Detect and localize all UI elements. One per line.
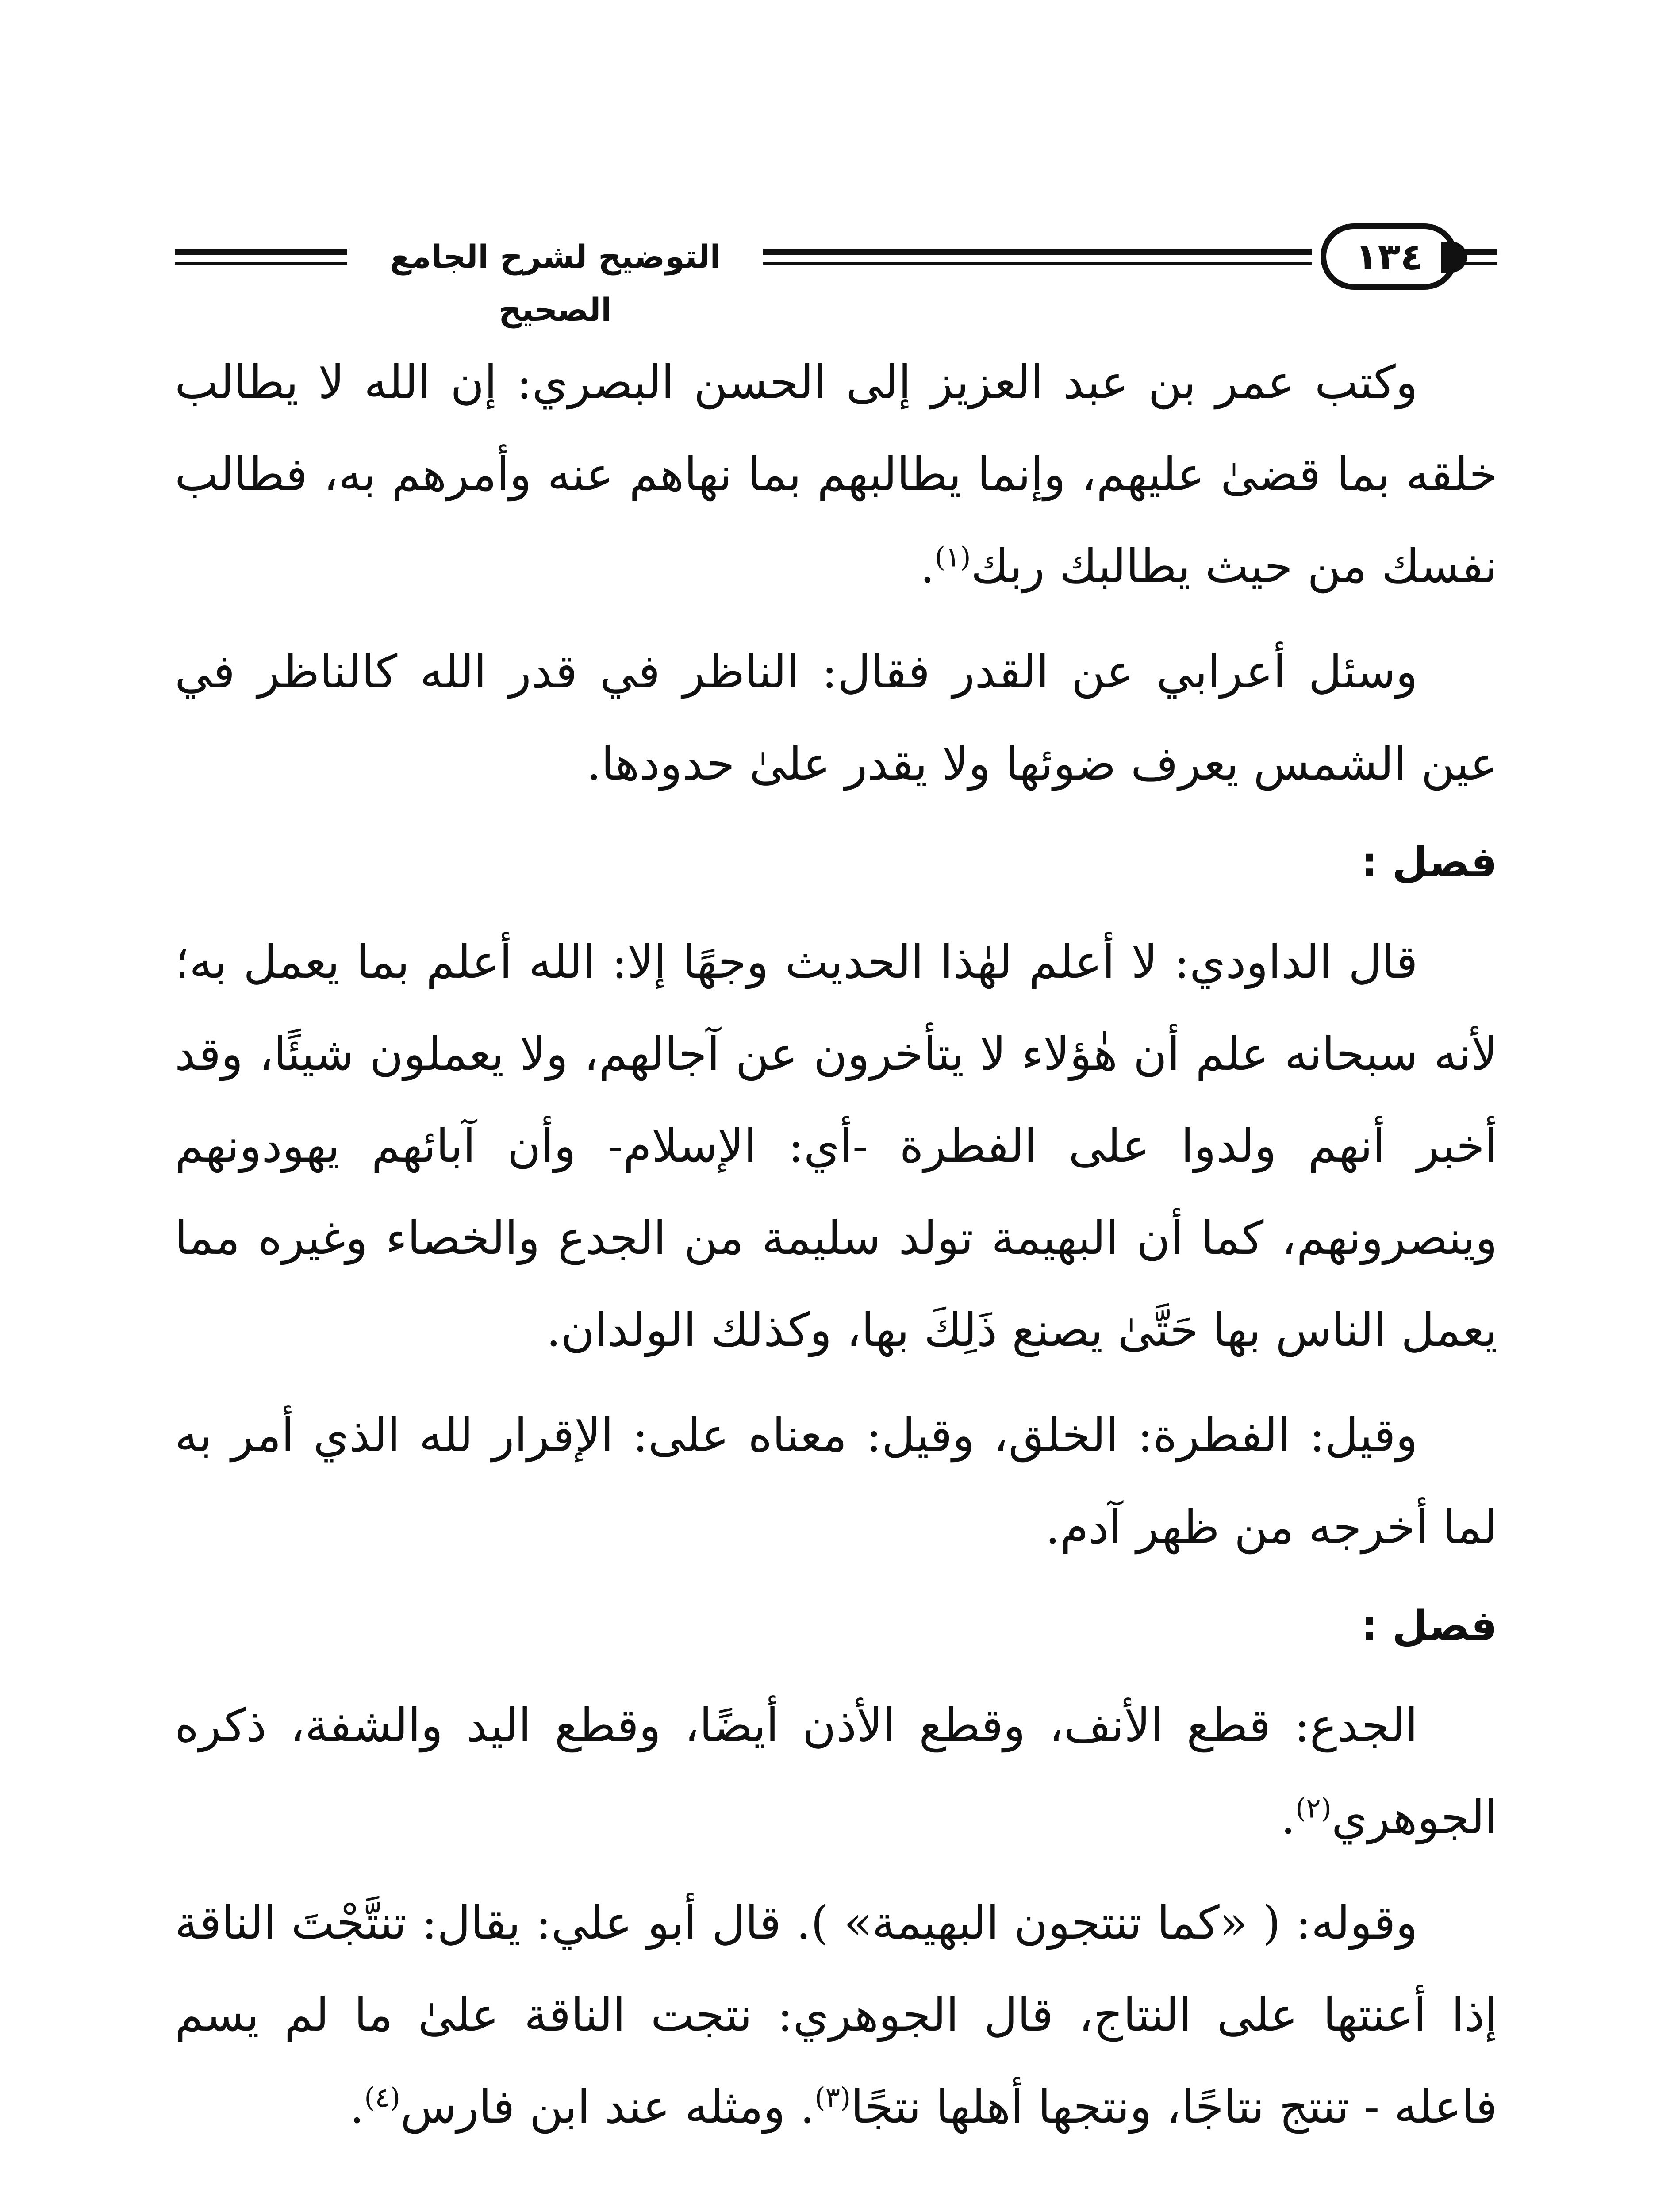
footnote-ref-3: (٣) — [814, 2081, 851, 2114]
paragraph-3: قال الداودي: لا أعلم لهٰذا الحديث وجهًا إلا: الله أعلم بما يعمل به؛ لأنه سبحانه علم أن هٰؤلاء لا يتأخرون عن آجالهم، ولا يعملون شيئًا، وقد أخبر أنهم ولدوا على الفطرة -أي: الإسلام- وأن آبائهم يهودونهم وينصرونهم، كما أن البهيمة تولد سليمة من الجدع والخصاء وغيره مما يعمل الناس بها حَتَّىٰ يصنع ذَلِكَ بها، وكذلك الولدان. — [175, 935, 1497, 1357]
paragraph-6-end: . — [349, 2080, 365, 2134]
footnote-ref-1: (١) — [934, 541, 971, 573]
running-title: التوضيح لشرح الجامع الصحيح — [389, 238, 721, 328]
footnote-ref-2: (٢) — [1295, 1792, 1332, 1824]
header-rule-middle-thin — [763, 262, 1312, 265]
paragraph-1-end: . — [920, 539, 935, 593]
page-header — [175, 221, 1497, 328]
header-rule-left — [175, 249, 347, 255]
paragraph-5-text: الجدع: قطع الأنف، وقطع الأذن أيضًا، وقطع اليد والشفة، ذكره الجوهري — [175, 1698, 1497, 1844]
main-text — [175, 336, 1497, 2166]
header-rule-middle — [763, 249, 1312, 255]
section-heading-2: فصل : — [1361, 1602, 1497, 1650]
section-heading-1: فصل : — [1361, 838, 1497, 887]
footnote-ref-4: (٤) — [364, 2081, 401, 2114]
paragraph-1-text: وكتب عمر بن عبد العزيز إلى الحسن البصري: إن الله لا يطالب خلقه بما قضىٰ عليهم، وإنما يطالبهم بما نهاهم عنه وأمرهم به، فطالب نفسك من حيث يطالبك ربك — [175, 355, 1497, 593]
paragraph-2: وسئل أعرابي عن القدر فقال: الناظر في قدر الله كالناظر في عين الشمس يعرف ضوئها ولا يقدر علىٰ حدودها. — [175, 645, 1497, 791]
paragraph-6-text-b: . ومثله عند ابن فارس — [400, 2080, 815, 2134]
page-number: ١٣٤ — [1321, 223, 1458, 290]
paragraph-5 — [175, 1679, 1497, 1863]
paragraph-4: وقيل: الفطرة: الخلق، وقيل: معناه على: الإقرار لله الذي أمر به لما أخرجه من ظهر آدم. — [175, 1408, 1497, 1554]
paragraph-6 — [175, 1877, 1497, 2153]
header-rule-right-thin — [1462, 262, 1497, 265]
header-rule-left-thin — [175, 262, 347, 265]
paragraph-5-end: . — [1281, 1790, 1296, 1844]
paragraph-6-text-a: وقوله: ( «كما تنتجون البهيمة» ). قال أبو علي: يقال: تنتَّجْتَ الناقة إذا أعنتها على النتاج، قال الجوهري: نتجت الناقة علىٰ ما لم يسم فاعله - تنتج نتاجًا، ونتجها أهلها نتجًا — [175, 1896, 1497, 2134]
header-rule-right — [1462, 249, 1497, 255]
paragraph-1 — [175, 336, 1497, 612]
